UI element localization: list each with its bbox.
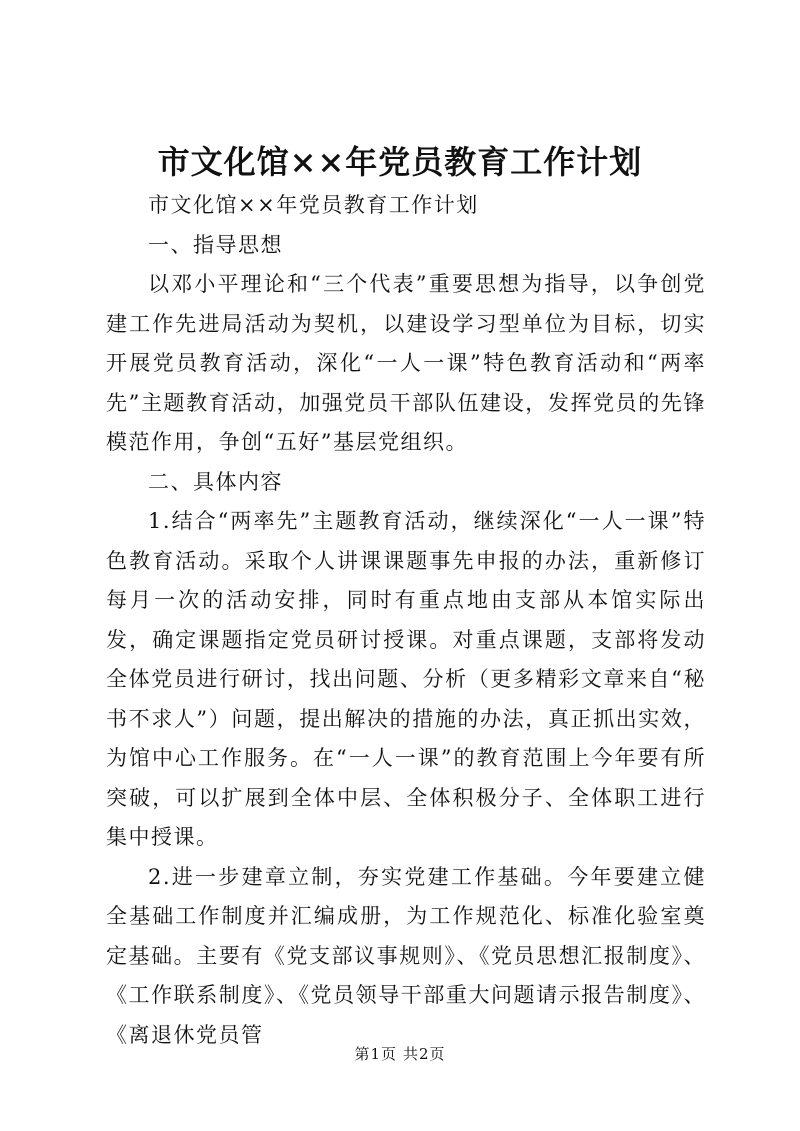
page-number: 第1页: [354, 1045, 397, 1063]
section-heading-guiding-ideology: 一、指导思想: [148, 232, 283, 257]
paragraph-guiding-ideology: 以邓小平理论和“三个代表”重要思想为指导，以争创党建工作先进局活动为契机，以建设学习型单位为目标，切实开展党员教育活动，深化“一人一课”特色教育活动和“两率先”主题教育活动，加强党员干部队伍建设，发挥党员的先锋模范作用，争创“五好”基层党组织。: [106, 272, 706, 454]
document-title: 市文化馆××年党员教育工作计划: [157, 143, 643, 181]
page-total: 共2页: [403, 1045, 446, 1063]
paragraph-subtitle: 市文化馆××年党员教育工作计划: [148, 193, 479, 217]
paragraph-item-2: 2.进一步建章立制，夯实党建工作基础。今年要建立健全基础工作制度并汇编成册，为工作规范化、标准化验室奠定基础。主要有《党支部议事规则》、《党员思想汇报制度》、《工作联系制度》、《党员领导干部重大问题请示报告制度》、《离退休党员管: [106, 864, 706, 1047]
page-footer: [0, 1044, 800, 1064]
document-body: [106, 186, 706, 1055]
section-heading-specific-content: 二、具体内容: [148, 469, 283, 494]
paragraph-item-1: 1.结合“两率先”主题教育活动，继续深化“一人一课”特色教育活动。采取个人讲课课题事先申报的办法，重新修订每月一次的活动安排，同时有重点地由支部从本馆实际出发，确定课题指定党员研讨授课。对重点课题，支部将发动全体党员进行研讨，找出问题、分析（更多精彩文章来自“秘书不求人”）问题，提出解决的措施的办法，真正抓出实效，为馆中心工作服务。在“一人一课”的教育范围上今年要有所突破，可以扩展到全体中层、全体积极分子、全体职工进行集中授课。: [106, 509, 706, 849]
